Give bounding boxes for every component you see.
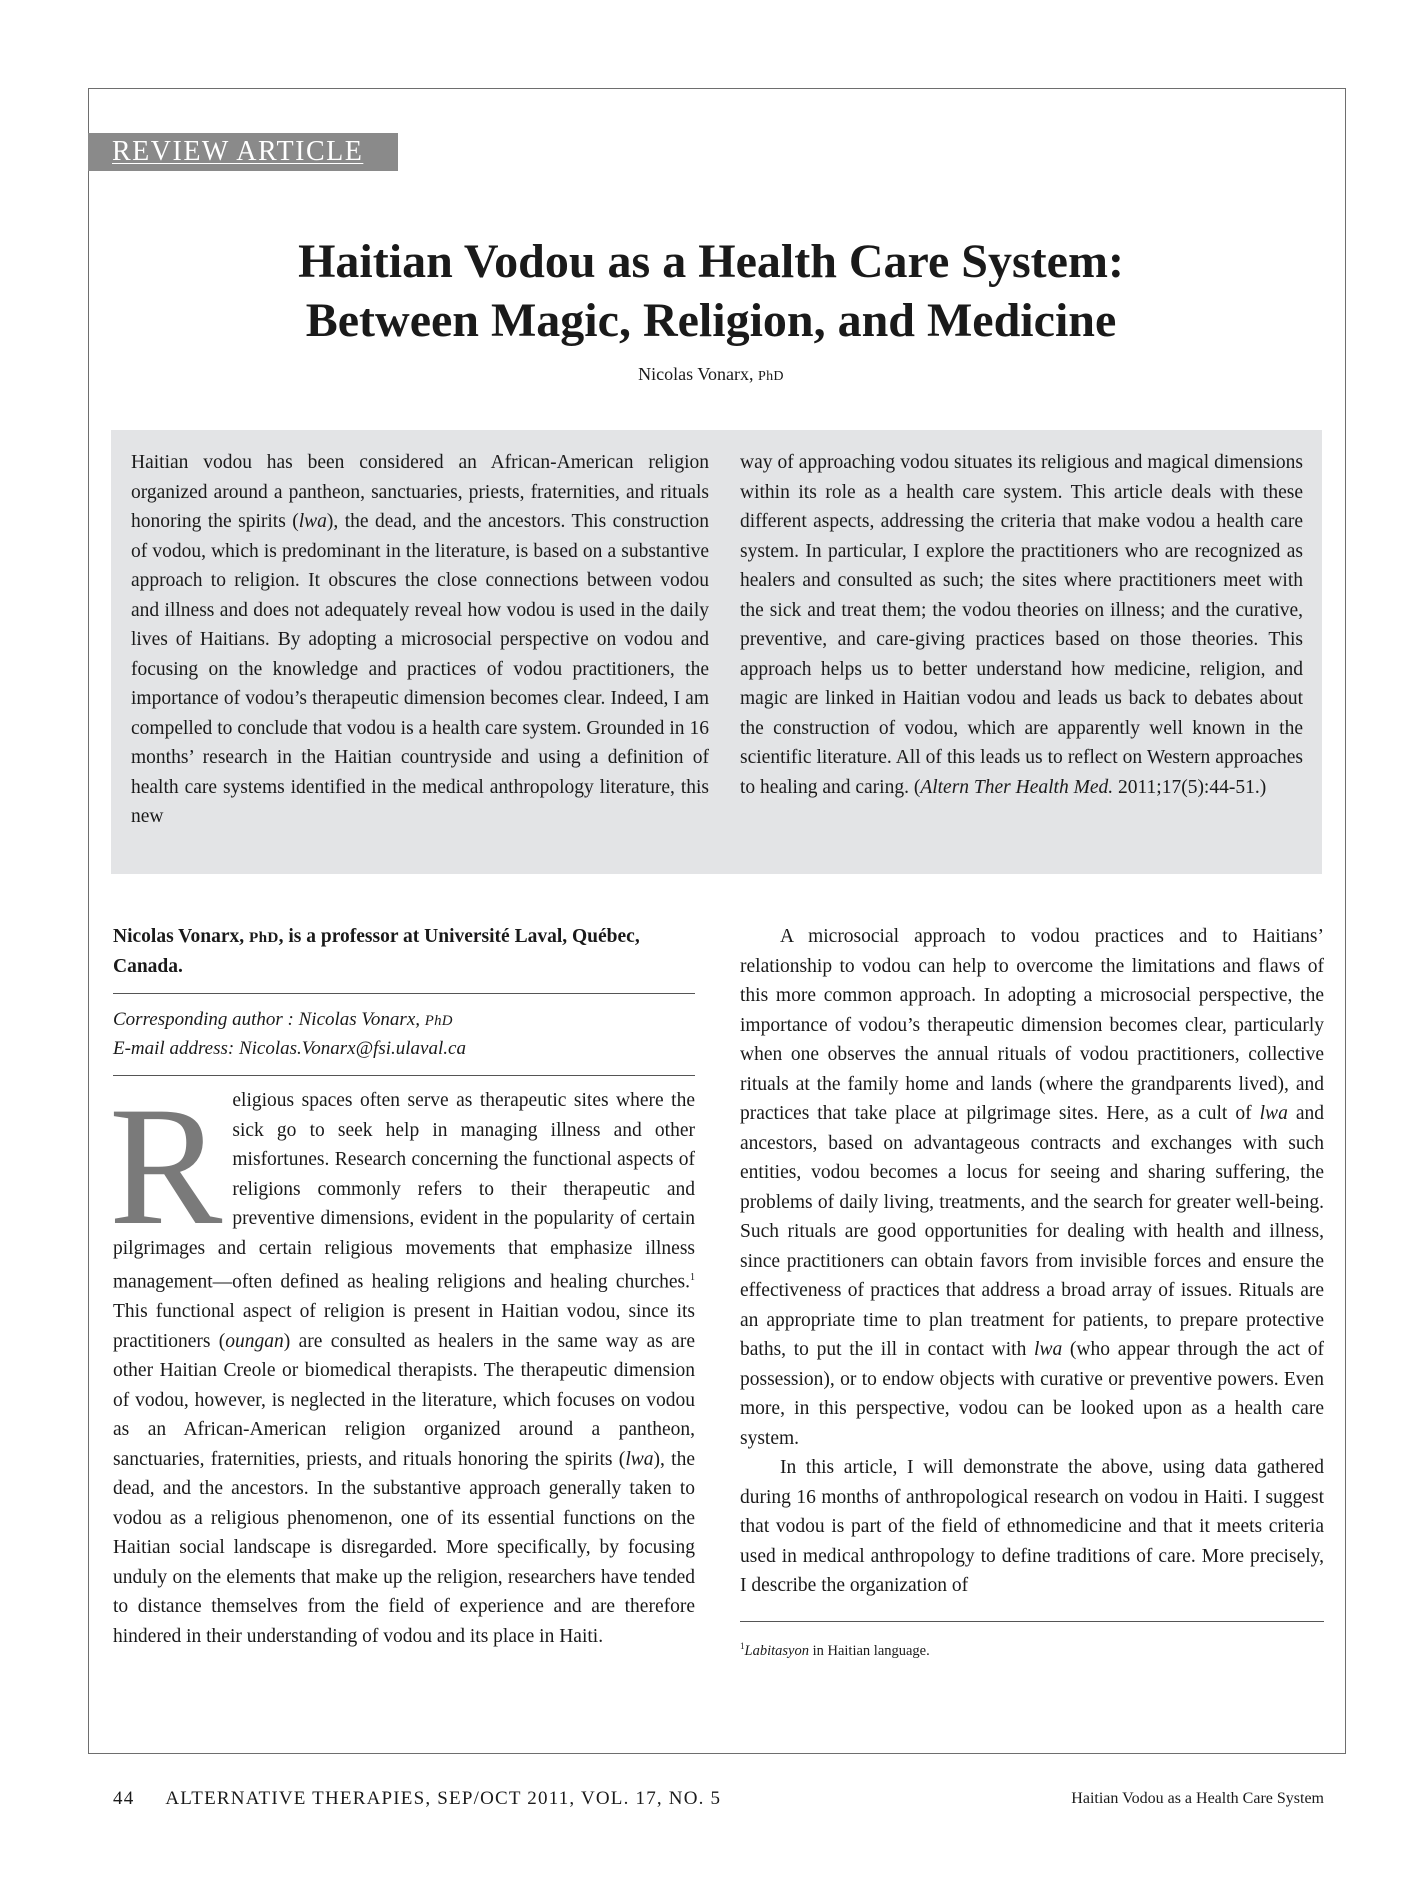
journal-name: ALTERNATIVE THERAPIES, SEP/OCT 2011, VOL. 17, NO. 5	[165, 1788, 722, 1809]
abstract-column-1: Haitian vodou has been considered an African-American religion organized around a pantheon, sanctuaries, priests, fraternities, and rituals honoring the spirits (lwa), the dead, and the ancestors. This construction of vodou, which is predominant in the literature, is based on a substantive approach to religion. It obscures the close connections between vodou and illness and does not adequately reveal how vodou is used in the daily lives of Haitians. By adopting a microsocial perspective on vodou and focusing on the knowledge and practices of vodou practitioners, the importance of vodou’s therapeutic dimension becomes clear. Indeed, I am compelled to conclude that vodou is a health care system. Grounded in 16 months’ research in the Haitian countryside and using a definition of health care systems identified in the medical anthropology literature, this new	[131, 452, 710, 827]
author-affiliation: Nicolas Vonarx, PhD, is a professor at Université Laval, Québec, Canada.	[113, 926, 640, 977]
title-line-1: Haitian Vodou as a Health Care System:	[298, 235, 1124, 288]
footnote-ref[interactable]: 1	[690, 1272, 695, 1283]
article-title	[100, 232, 1322, 350]
body-paragraph: In this article, I will demonstrate the above, using data gathered during 16 months of anthropological research on vodou in Haiti. I suggest that vodou is part of the field of ethnomedicine and that it meets criteria used in medical anthropology to define traditions of care. More precisely, I describe the organization of	[740, 1457, 1324, 1596]
title-line-2: Between Magic, Religion, and Medicine	[305, 294, 1117, 347]
body-paragraph: A microsocial approach to vodou practices and to Haitians’ relationship to vodou can help to overcome the limitations and flaws of this more common approach. In adopting a microsocial perspective, the importance of vodou’s therapeutic dimension becomes clear, particularly when one observes the annual rituals of vodou practitioners, collective rituals at the family home and lands (where the grandparents lived), and practices that take place at pilgrimage sites. Here, as a cult of lwa and ancestors, based on advantageous contracts and exchanges with such entities, vodou becomes a locus for seeing and sharing suffering, the problems of daily living, treatments, and the search for greater well-being. Such rituals are good opportunities for dealing with health and illness, since practitioners can obtain favors from invisible forces and ensure the effectiveness of practices that address a broad array of issues. Rituals are an appropriate time to plan treatment for patients, to prepare protective baths, to put the ill in contact with lwa (who appear through the act of possession), or to endow objects with curative or preventive powers. Even more, in this perspective, vodou can be looked upon as a health care system.	[740, 926, 1325, 1449]
abstract-box	[111, 430, 1322, 874]
correspondence: Corresponding author : Nicolas Vonarx, PhD E-mail address: Nicolas.Vonarx@fsi.ulaval.ca	[113, 1009, 466, 1059]
page-number: 44	[113, 1788, 135, 1809]
abstract-column-2: way of approaching vodou situates its religious and magical dimensions within its role as a health care system. This article deals with these different aspects, addressing the criteria that make vodou a health care system. In particular, I explore the practitioners who are recognized as healers and consulted as such; the sites where practitioners meet with the sick and treat them; the vodou theories on illness; and the curative, preventive, and care-giving practices based on those theories. This approach helps us to better understand how medicine, religion, and magic are linked in Haitian vodou and leads us back to debates about the construction of vodou, which are apparently well known in the scientific literature. All of this leads us to reflect on Western approaches to healing and caring. (Altern Ther Health Med. 2011;17(5):44-51.)	[740, 452, 1303, 798]
right-column	[740, 922, 1324, 1660]
footnote-divider	[740, 1621, 1324, 1622]
footnote: $^1$Labitasyon in Haitian language.	[740, 1640, 930, 1659]
left-column	[109, 922, 695, 1651]
running-title: Haitian Vodou as a Health Care System	[1071, 1790, 1324, 1807]
divider	[113, 993, 695, 994]
body-paragraph: Religious spaces often serve as therapeutic sites where the sick go to seek help in managing illness and other misfortunes. Research concerning the functional aspects of religions commonly refers to their therapeutic and preventive dimensions, evident in the popularity of certain pilgrimages and certain religious movements that emphasize illness management—often defined as healing religions and healing churches.$^1$ This functional aspect of religion is present in Haitian vodou, since its practitioners (oungan) are consulted as healers in the same way as are other Haitian Creole or biomedical therapists. The therapeutic dimension of vodou, however, is neglected in the literature, which focuses on vodou as an African-American religion organized around a pantheon, sanctuaries, fraternities, priests, and rituals honoring the spirits (lwa), the dead, and the ancestors. In the substantive approach generally taken to vodou as a religious phenomenon, one of its essential functions on the Haitian social landscape is disregarded. More specifically, by focusing unduly on the elements that make up the religion, researchers have tended to distance themselves from the field of experience and are therefore hindered in their understanding of vodou and its place in Haiti.	[109, 1072, 695, 1647]
email-address[interactable]: E-mail address: Nicolas.Vonarx@fsi.ulaval.ca	[113, 1038, 466, 1059]
drop-cap: R	[109, 1072, 223, 1260]
page-footer-left	[113, 1788, 721, 1810]
section-tag: REVIEW ARTICLE	[88, 133, 398, 171]
author-byline: Nicolas Vonarx, PhD	[638, 364, 784, 384]
